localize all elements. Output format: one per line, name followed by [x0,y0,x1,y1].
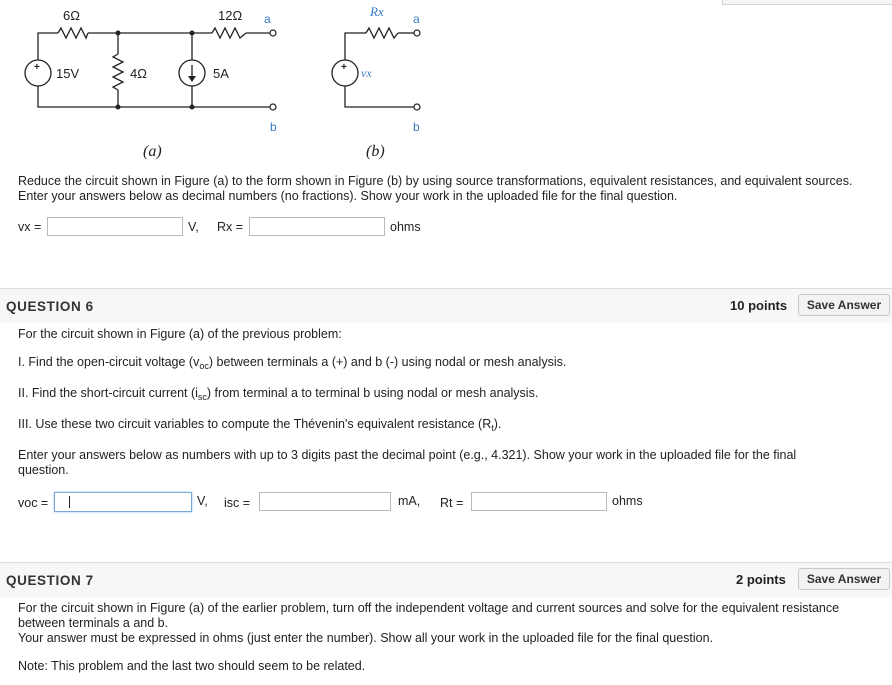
label-6-ohm: 6Ω [63,8,80,23]
voc-unit: V, [197,494,208,508]
terminal-b-fig-a [270,104,276,110]
label-5a: 5A [213,66,229,81]
voc-label: voc = [18,496,49,510]
label-rx: Rx [370,4,384,19]
rx-unit: ohms [390,220,421,234]
resistor-6-ohm [58,28,88,38]
question-7-points: 2 points [736,572,786,587]
q6-item3-text-a: III. Use these two circuit variables to compute the Thévenin's equivalent resistance (R [18,417,492,431]
q6-item3-sub: t [491,423,494,433]
resistor-12-ohm [212,28,246,38]
q7-line2: between terminals a and b. [18,616,169,630]
rx-input[interactable] [249,217,385,236]
label-15v: 15V [56,66,80,81]
rt-unit: ohms [612,494,643,508]
q5-text [18,174,886,204]
q6-item3-text-b: ). [493,417,502,431]
q6-item2-text-a: II. Find the short-circuit current (i [18,386,198,400]
voc-input[interactable] [54,492,192,512]
label-12-ohm: 12Ω [218,8,243,23]
caption-a: (a) [143,143,162,160]
terminal-a-fig-a [270,30,276,36]
q6-intro: For the circuit shown in Figure (a) of the previous problem: [18,327,342,341]
q6-item1-sub: oc [199,361,209,371]
q7-note: Note: This problem and the last two should seem to be related. [18,659,366,673]
isc-input[interactable] [259,492,391,511]
terminal-b-fig-b [414,104,420,110]
resistor-4-ohm [113,54,123,90]
question-7-title: QUESTION 7 [6,573,94,588]
caption-b: (b) [366,143,385,160]
q6-item2-text-b: ) from terminal a to terminal b using nodal or mesh analysis. [206,386,539,400]
resistor-rx [366,28,398,38]
q7-text [18,601,886,646]
q6-item1-text-a: I. Find the open-circuit voltage (v [18,355,200,369]
terminal-a-fig-b [414,30,420,36]
label-terminal-b-fig-b: b [413,120,420,134]
question-6-points: 10 points [730,298,788,313]
isc-unit: mA, [398,494,421,508]
q6-item2 [18,386,538,402]
q6-enter-line2: question. [18,463,69,477]
label-terminal-a-fig-a: a [264,12,271,26]
vx-unit: V, [188,220,199,234]
q6-enter-text [18,448,886,478]
svg-text:+: + [34,62,40,73]
rt-input[interactable] [471,492,607,511]
isc-label: isc = [224,496,251,510]
q6-item3 [18,417,501,433]
q7-line3: Your answer must be expressed in ohms (just enter the number). Show all your work in the uploaded file for the final question. [18,631,714,645]
q6-item1-text-b: ) between terminals a (+) and b (-) using nodal or mesh analysis. [208,355,567,369]
label-vx: vx [361,66,372,80]
rx-label: Rx = [217,220,244,234]
q7-line1: For the circuit shown in Figure (a) of the earlier problem, turn off the independent voltage and current sources and solve for the equivalent resistance [18,601,840,615]
rt-label: Rt = [440,496,464,510]
q6-item1 [18,355,566,371]
q6-item2-sub: sc [197,392,207,402]
text-cursor [69,496,70,508]
circuit-figure [0,0,892,170]
q7-save-answer-button[interactable]: Save Answer [798,568,890,590]
svg-text:+: + [341,62,347,73]
label-terminal-a-fig-b: a [413,12,420,26]
q5-line1: Reduce the circuit shown in Figure (a) to the form shown in Figure (b) by using source transformations, equivalent resistances, and equivalent sources. [18,174,853,188]
q6-save-answer-button[interactable]: Save Answer [798,294,890,316]
label-terminal-b-fig-a: b [270,120,277,134]
label-4-ohm: 4Ω [130,66,147,81]
vx-label: vx = [18,220,42,234]
q6-enter-line1: Enter your answers below as numbers with up to 3 digits past the decimal point (e.g., 4.321). Show your work in the uploaded file for the final [18,448,797,462]
q5-line2: Enter your answers below as decimal numbers (no fractions). Show your work in the uploaded file for the final question. [18,189,678,203]
vx-input[interactable] [47,217,183,236]
question-6-title: QUESTION 6 [6,299,94,314]
